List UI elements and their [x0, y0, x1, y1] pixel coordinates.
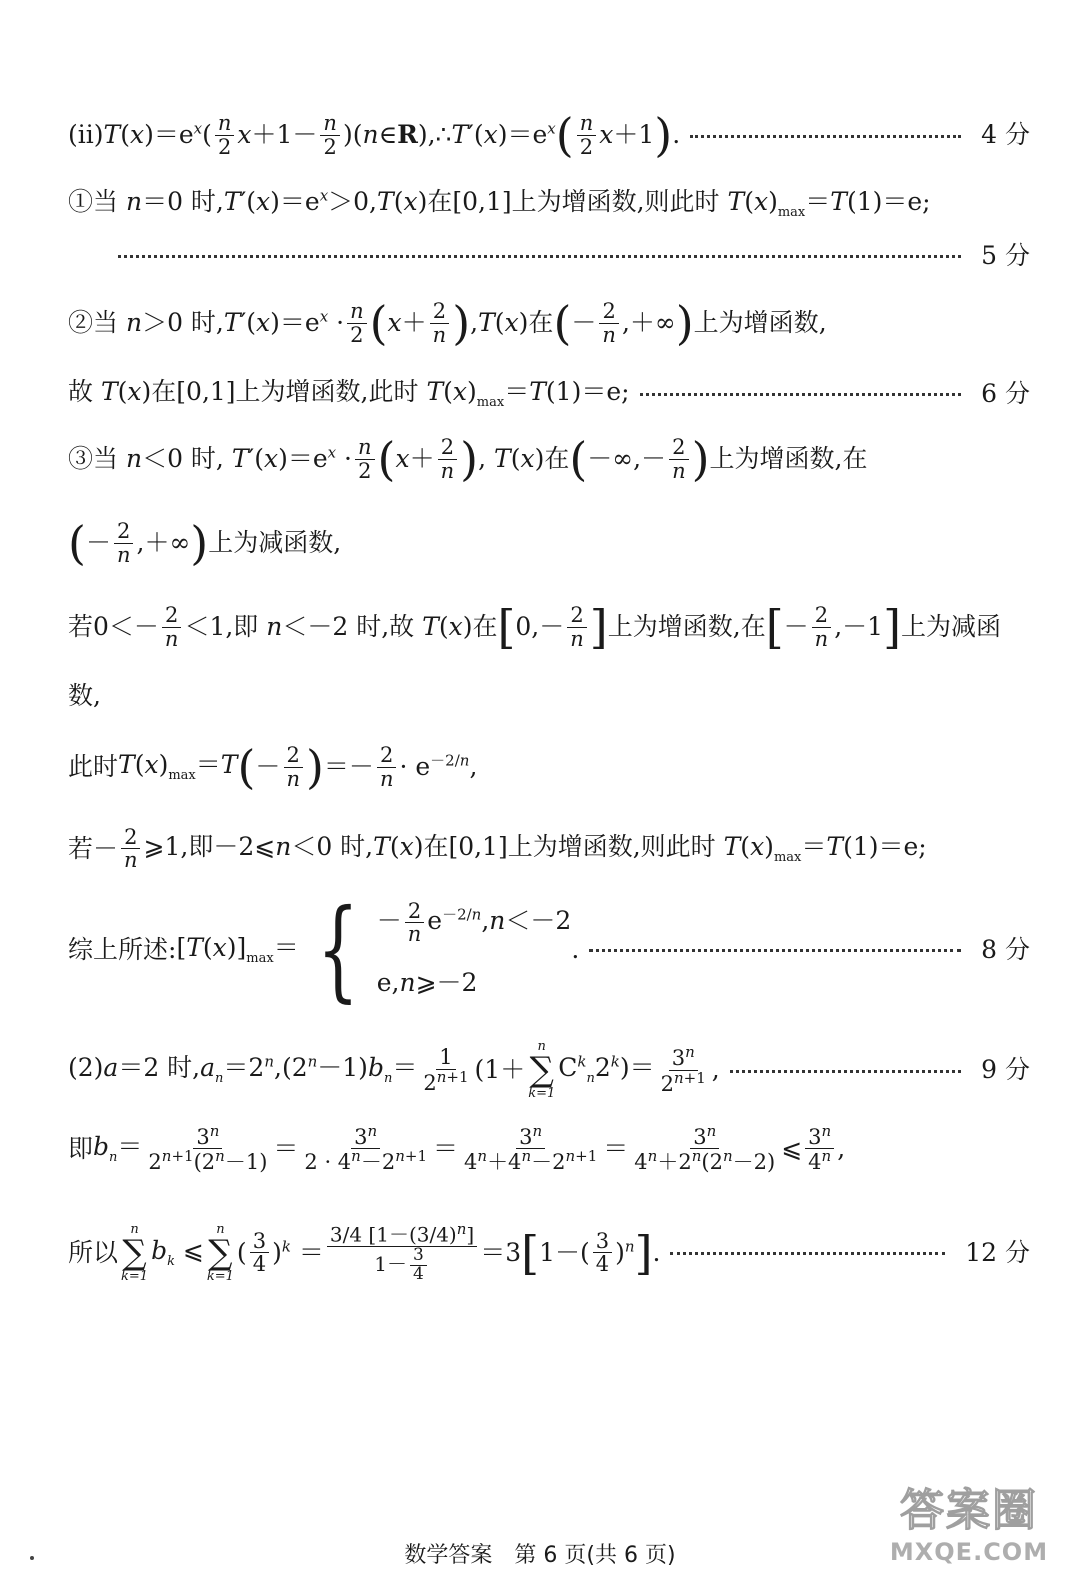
solution-line-7: 若 0＜－ $\frac{2}{n}$ ＜1,即 n＜－2 时,故 T(x)在 [ 0,－ $\frac{2}{n}$ ] 上为增函数,在 [ － $\frac{2}{n}$ ,－1 ] 上为减函 — [68, 600, 1002, 654]
case-marker: ②当 — [68, 308, 119, 338]
inc-text: 上为增函数 — [693, 308, 819, 338]
watermark-en: MXQE.COM — [889, 1538, 1049, 1566]
solution-line-5: ③当 n＜0 时, $T'(x)=e^x$ · $\frac{n}{2}$ ( x ＋ $\frac{2}{n}$ ) , T(x)在 ( －∞,－ $\frac{2}{n}$ ) 上为增函数,在 — [68, 432, 868, 486]
solution-line-12: 即 $b_n=$ $\frac{3^n}{2^{n+1}(2^n-1)}$ ＝ $\frac{3^n}{2 \cdot 4^n-2^{n+1}}$ ＝ $\frac{3^n}{4^n+4^n-2^{n+1}}$ ＝ $\frac{3^n}{4^n+2^n(2^n-2)}$ ⩽ $\frac{3^n}{4^n}$ , — [68, 1122, 846, 1175]
solution-line-2b — [118, 240, 1030, 271]
solution-line-13: 所以 n ∑ k=1 $b_k$ ⩽ n ∑ k=1 ( $\frac{3}{4}$ )$^k$ ＝ 3/4 $[1-(3/4)^n]$ 1－ $\frac{3}{4}$ ＝3 [ 1－( $\frac{3}{4}$ )$^n$ ] . 12 分 — [68, 1220, 1030, 1284]
gu-text: 故 — [68, 377, 94, 406]
score-label: 4 分 — [981, 120, 1030, 150]
cishi-text: 此时 — [68, 752, 119, 782]
page-footer: 数学答案 第 6 页(共 6 页) — [404, 1543, 676, 1568]
dec-text: 上为减函数 — [208, 528, 334, 558]
score-label: 8 分 — [981, 934, 1030, 964]
dot-leader — [730, 1068, 961, 1073]
ruo-text: 若 — [68, 612, 94, 642]
solution-line-2: ①当 n＝0 时$,T'(x)=e^x>0,T(x)$在[0,1]上为增函数,则此时 $T(x)_{max}=T(1)=e$; — [68, 186, 931, 220]
watermark-cn: 答案圈 — [900, 1485, 1038, 1536]
case-marker: ③当 — [68, 444, 119, 474]
score-label: 6 分 — [981, 379, 1030, 408]
score-label: 9 分 — [981, 1055, 1030, 1085]
dot-leader — [589, 947, 961, 952]
case-marker: ①当 — [68, 187, 119, 216]
ie-text: 即 — [68, 1133, 94, 1163]
so-text: 所以 — [68, 1238, 119, 1268]
solution-line-9: 若－ $\frac{2}{n}$ ⩾1,即－2⩽n＜0 时,T(x)在[0,1]上为增函数,则此时 $T(x)_{max}=T(1)=e$; — [68, 825, 927, 873]
dot-leader — [118, 253, 961, 258]
dot-leader — [690, 133, 961, 138]
dot-leader — [640, 391, 962, 396]
solution-line-11: (2)a＝2 时$,a_n=2^n,(2^n-1)b_n=$ $\frac{1}{2^{n+1}}$ (1＋ n ∑ k=1 $C^k_n2^k)=$ $\frac{3^n}{2^{n+1}}$ , 9 分 — [68, 1039, 1030, 1101]
solution-line-8: 此时 $T(x)_{max}=T$ ( － $\frac{2}{n}$ ) ＝－ $\frac{2}{n}$ · $e^{-2/n}$, — [68, 740, 478, 794]
piecewise-brace: { － $\frac{2}{n}$ $e^{-2/n},n<-2$ e,n⩾－2 — [316, 885, 572, 1013]
solution-line-10: 综上所述: $[T(x)]_{max}=$ { － $\frac{2}{n}$ $e^{-2/n},n<-2$ e,n⩾－2 . 8 分 — [68, 885, 1030, 1013]
solution-line-6: ( － $\frac{2}{n}$ ,＋∞ ) 上为减函数 , — [68, 516, 342, 570]
summary-text: 综上所述: — [68, 934, 177, 964]
score-label: 12 分 — [965, 1238, 1030, 1268]
solution-line-3: ②当 n＞0 时$,T'(x)=e^x$ · $\frac{n}{2}$ ( x ＋ $\frac{2}{n}$ ) ,T(x)在 ( － $\frac{2}{n}$ ,＋∞ ) 上为增函数 , — [68, 296, 827, 350]
score-label: 5 分 — [981, 241, 1030, 270]
shu-text: 数, — [68, 681, 101, 710]
solution-line-4: 故 T(x)在[0,1]上为增函数,此时 $T(x)_{max}=T(1)=e$; 6 分 — [68, 377, 1030, 410]
dot-leader — [670, 1250, 945, 1255]
solution-line-7b — [68, 680, 1030, 711]
solution-line-1: $(ii)T(x)=e^x$( $\frac{n}{2}$ x＋1－ $\frac{n}{2}$ )$(n\in R),\therefore T'(x)=e^x$ ( $\frac{n}{2}$ x＋1 ) . 4 分 — [68, 108, 1030, 162]
